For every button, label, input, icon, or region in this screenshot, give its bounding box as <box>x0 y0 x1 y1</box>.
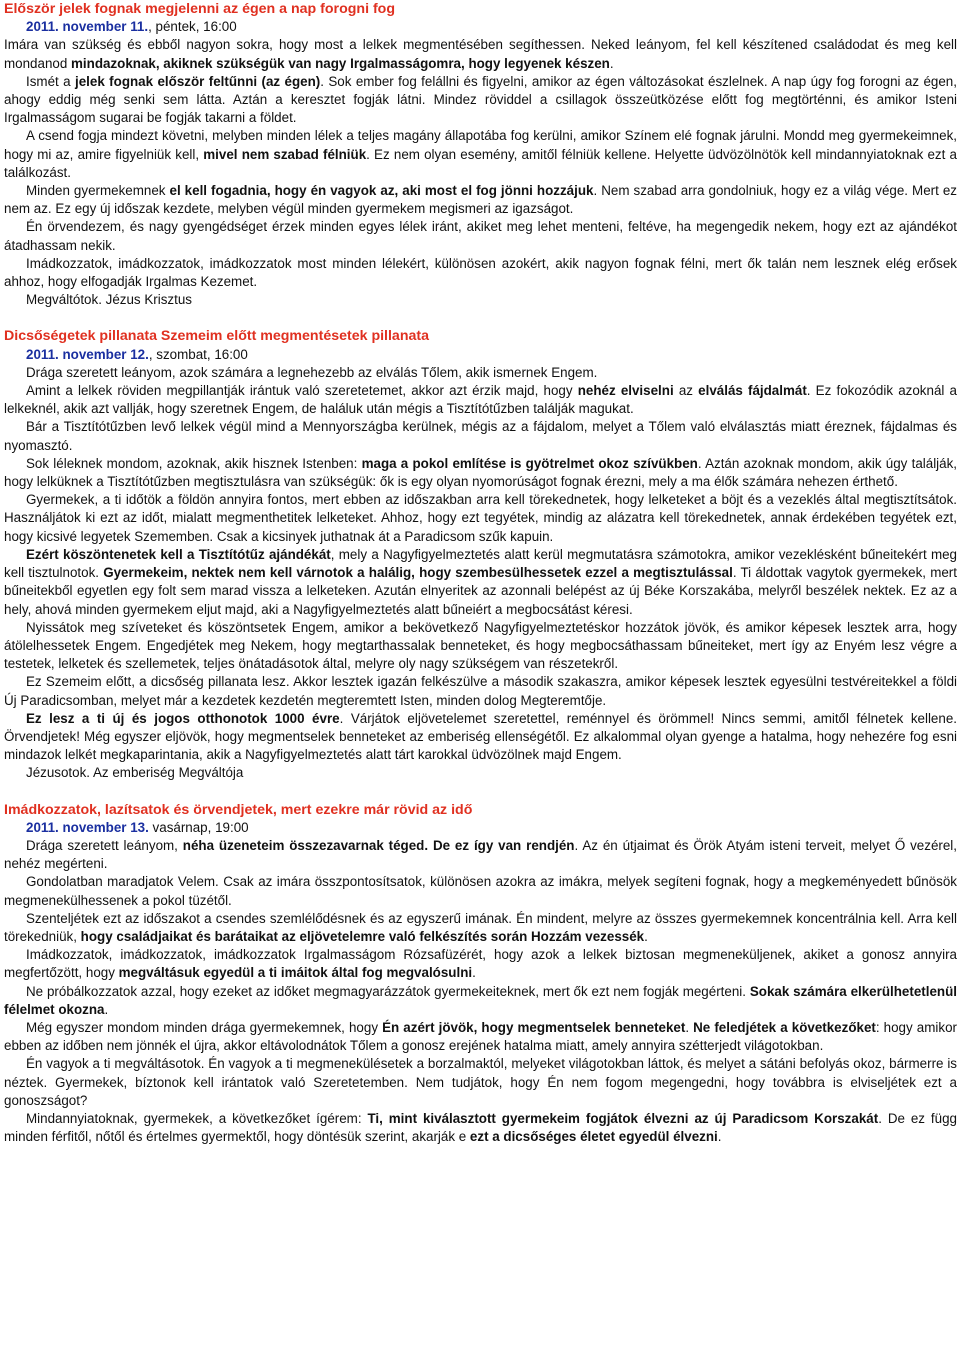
text-run: . Az én útjaimat és Örök Atyám isteni terveit, melyet Ő vezérel, nehéz megérteni. <box>4 837 957 872</box>
message-date-weekday-time: , szombat, 16:00 <box>148 346 248 362</box>
message-title: Dicsőségetek pillanata Szemeim előtt megmentésetek pillanata <box>4 328 429 345</box>
text-run: Imádkozzatok, imádkozzatok, imádkozzatok most minden lélekért, különösen azokért, akik nagyon fognak félni, mert ők talán nem lesznek elég erősek ahhoz, hogy elfogadják Irgalmas Kezemet. <box>4 255 957 290</box>
text-run: Drága szeretett leányom, azok számára a legnehezebb az elválás Tőlem, akik ismernek Engem. <box>26 364 598 380</box>
message-paragraph <box>4 255 957 291</box>
message-paragraph <box>4 673 957 709</box>
message-paragraph <box>4 1110 957 1146</box>
message-paragraph <box>4 837 957 873</box>
text-run: . Várjátok eljövetelemet szeretettel, reménnyel és örömmel! Nincs semmi, amitől félnetek kellene. Örvendjetek! Még egyszer eljövök, hogy megmentselek benneteket az emberiség ellenségétől. Ez alkalommal olyan gyenge a hatalma, hogy nehezére fog esni mindazok lelkét megkaparintania, akik a Nagyfigyelmeztetés alatt tárt karokkal üdvözölnek majd Engem. <box>4 710 957 763</box>
message-paragraph <box>4 546 957 619</box>
text-run: . Aztán azoknak mondom, akik úgy találják, hogy lelküknek a Tisztítótűzben megtisztulásra van szükségük: ők is egy olyan nyomorúságot fognak érezni, mely a ma élők számára nehezen érthető. <box>4 455 958 490</box>
message-signature: Jézusotok. Az emberiség Megváltója <box>26 765 244 781</box>
text-run: . De ez függ minden férfitől, nőtől és értelmes gyermektől, hogy döntésük szerint, akarják e <box>4 1110 957 1145</box>
message-title: Imádkozzatok, lazítsatok és örvendjetek, mert ezekre már rövid az idő <box>4 801 473 818</box>
bold-text: elválás fájdalmát <box>698 383 807 399</box>
message-paragraph <box>4 983 957 1019</box>
message-signature: Megváltótok. Jézus Krisztus <box>26 292 192 308</box>
message-date-weekday-time: , péntek, 16:00 <box>148 19 237 35</box>
message-paragraph <box>4 455 957 491</box>
text-run: . Ti áldottak vagytok gyermekek, mert bűneitekből egyetlen egy folt sem marad vissza a lelketeken. Azután elnyeritek az azonnali belépést az új Béke Korszakába, melyről beszélek nektek. Ez az a hely, ahová minden gyermekem eljut majd, aki a Nagyfigyelmeztetés alatt bűneiért a megbocsátást kéresi. <box>4 565 957 617</box>
bold-text: hogy családjaikat és barátaikat az eljövetelemre való felkészítés során Hozzám vezessék <box>80 928 645 944</box>
message-paragraph <box>4 910 957 946</box>
text-run: Én örvendezem, és nagy gyengédséget érzek minden egyes lélek iránt, akiket meg lehet menteni, feltéve, ha megengedik nekem, hogy ezt az ajándékot átadhassam nekik. <box>4 219 957 253</box>
text-run: az <box>673 383 699 399</box>
text-run: Drága szeretett leányom, <box>26 837 183 853</box>
bold-text: ezt a dicsőséges életet egyedül élvezni <box>469 1129 718 1145</box>
text-run: . Nem szabad arra gondolniuk, hogy ez a világ vége. Mert ez nem az. Ez egy új időszak kezdete, melyben végül minden gyermekem megismeri az igazságot. <box>4 183 957 217</box>
text-run: Imádkozzatok, imádkozzatok, imádkozzatok Irgalmasságom Rózsafüzérét, hogy azok a lelkek biztosan megmeneküljenek, akiket a gonosz annyira megfertőzött, hogy <box>4 947 957 981</box>
message-paragraph <box>4 182 957 218</box>
text-run: Szenteljétek ezt az időszakot a csendes szemlélődésnek és az egyszerű imának. Én mindent, melyre az összes gyermekemnek koncentrálnia kell. Arra kell törekedniük, <box>4 910 957 944</box>
text-run: Gyermekek, a ti időtök a földön annyira fontos, mert ebben az időszakban arra kell törekednetek, hogy lelketeket a böjt és a vezeklés által megtisztítsátok. Használjátok ki ezt az időt, mialatt megmenthetitek lelketeket. Ahhoz, hogy ezt tegyétek, mindig az alázatra kell törekednetek, annak érdekében tegyétek ezt, hogy kicsivé legyetek Szememben. Csak a kicsinyek juthatnak át a Paradicsom szűk kapuin. <box>4 492 957 544</box>
text-run: Ismét a <box>26 73 75 89</box>
message-section <box>4 327 957 782</box>
message-section <box>4 801 957 1147</box>
text-run: A csend fogja mindezt követni, melyben minden lélek a teljes magány állapotába fog kerülni, amikor Színem elé fognak járulni. Mondd meg gyermekeimnek, hogy mi az, amire figyelniük kell, <box>4 128 957 162</box>
message-paragraph <box>4 710 957 765</box>
text-run: . <box>717 1129 722 1145</box>
text-run: Imára van szükség és ebből nagyon sokra, hogy most a lelkek megmentésében segíthessen. Neked leányom, fel kell készítened családodat és meg kell mondanod <box>4 37 957 71</box>
text-run: . <box>104 1001 109 1017</box>
text-run: . Ez nem olyan esemény, amitől félniük kellene. Helyette üdvözölnötök kell mindannyiatoknak ezt a találkozást. <box>4 146 957 180</box>
text-run: . <box>685 1019 694 1035</box>
bold-text: el kell fogadnia, hogy én vagyok az, aki most el fog jönni hozzájuk <box>169 183 594 199</box>
bold-text: megváltásuk egyedül a ti imáitok által fog megvalósulni <box>118 965 473 981</box>
text-run: Még egyszer mondom minden drága gyermekemnek, hogy <box>26 1019 383 1035</box>
message-date-value: 2011. november 11. <box>26 19 149 35</box>
message-paragraph <box>4 73 957 128</box>
text-run: Bár a Tisztítótűzben levő lelkek végül mind a Mennyországba kerülnek, mégis az a fájdalom, melyet a Tőlem való elválasztás miatt éreznek, fájdalmas és nyomasztó. <box>4 419 957 453</box>
text-run: . Sok ember fog felállni és figyelni, amikor az égen változásokat észlelnek. A nap úgy fog forogni az égen, ahogy eddig még senki sem látta. Aztán a keresztet fogják látni. Mindez röviddel a csillagok összeütközése előtt fog megtörténni, és amikor Isteni Irgalmasságom sugarai be fogják takarni a földet. <box>4 73 957 126</box>
bold-text: Ez lesz a ti új és jogos otthonotok 1000 évre <box>26 710 340 726</box>
text-run: Mindannyiatoknak, gyermekek, a következőket ígérem: <box>26 1110 368 1126</box>
text-run: : hogy amikor ebben az időben nem jönnék el újra, akkor eltávolodnátok Tőlem a gonosz erejének hatalma miatt, amely annyira szétterjedt világotokban. <box>4 1019 957 1054</box>
bold-text: Sokak számára elkerülhetetlenül félelmet okozna <box>4 983 957 1017</box>
bold-text: néha üzeneteim összezavarnak téged. De ez így van rendjén <box>182 837 575 853</box>
message-date <box>4 819 957 837</box>
text-run: Én vagyok a ti megváltásotok. Én vagyok a ti megmenekülésetek a borzalmaktól, melyeket világotokban láttok, és melyet a sátáni befolyás okoz, bármerre is néztek. Gyermekek, bíztonok kell irántatok való Szeretetemben. Nem tudjátok, hogy Én nem fogom megengedni, hogy továbbra is elviseljétek ezt a gonoszságot? <box>4 1056 957 1108</box>
text-run: Nyissátok meg szíveteket és köszöntsetek Engem, amikor a bekövetkező Nagyfigyelmeztetéskor hozzátok jövök, és amikor képesek lesztek arra, hogy átölelhessetek Engem. Engedjétek meg Nekem, hogy megtarthassalak benneteket, és hogy megbocsáthassam bűneiteket, mert így az Enyém lesz végre a testetek, lelketek és szellemetek, teljes önátadásotok által, melyre oly nagy szükségem van részetekről. <box>4 619 957 672</box>
message-paragraph <box>4 218 957 254</box>
document-page <box>4 0 957 1164</box>
message-paragraph <box>4 619 957 674</box>
bold-text: Én azért jövök, hogy megmentselek benneteket <box>382 1019 686 1035</box>
text-run: . <box>472 965 476 981</box>
message-paragraph <box>4 418 957 454</box>
message-paragraph <box>4 491 957 546</box>
message-paragraph <box>4 36 957 72</box>
bold-text: maga a pokol említése is gyötrelmet okoz szívükben <box>361 455 698 471</box>
bold-text: Gyermekeim, nektek nem kell várnotok a halálig, hogy szembesülhessetek ezzel a megtisztulással <box>103 565 733 581</box>
message-section <box>4 0 957 309</box>
text-run: Ez Szemeim előtt, a dicsőség pillanata lesz. Akkor lesztek igazán felkészülve a második szakaszra, amikor képesek lesztek egyesülni testvéreitekkel a földi Új Paradicsomban, melyet már a kezdetek kezdetén megteremtett Isten, minden dolog Megteremtője. <box>4 674 957 708</box>
bold-text: Ti, mint kiválasztott gyermekeim fogjátok élvezni az új Paradicsom Korszakát <box>367 1110 879 1126</box>
message-paragraph <box>4 127 957 182</box>
message-date <box>4 346 957 364</box>
text-run: Gondolatban maradjatok Velem. Csak az imára összpontosítsatok, különösen azokra az imákra, melyek segíteni fognak, hogy a megkeményedett bűnösök megmenekülhessenek a pokol tüzétől. <box>4 874 957 908</box>
message-title: Először jelek fognak megjelenni az égen a nap forogni fog <box>4 1 396 17</box>
text-run: . Ez fokozódik azoknál a lelkeknél, akik azt vallják, hogy szeretnek Engem, de haláluk után mégis a Tisztítótűzben találják magukat. <box>4 383 957 417</box>
bold-text: mivel nem szabad félniük <box>203 146 367 162</box>
message-date-value: 2011. november 12. <box>26 346 149 362</box>
message-paragraph <box>4 1055 957 1110</box>
message-date <box>4 18 957 36</box>
message-paragraph <box>4 946 957 982</box>
text-run: . <box>609 55 614 71</box>
message-paragraph <box>4 1019 957 1055</box>
bold-text: Ne feledjétek a következőket <box>693 1019 876 1035</box>
text-run: . <box>644 928 648 944</box>
message-date-value: 2011. november 13. <box>26 819 149 835</box>
message-paragraph <box>4 873 957 909</box>
text-run: Amint a lelkek röviden megpillantják irántuk való szeretetemet, akkor azt érzik majd, hogy <box>26 383 578 399</box>
bold-text: jelek fognak először feltűnni (az égen) <box>75 73 321 89</box>
bold-text: nehéz elviselni <box>577 383 674 399</box>
text-run: Minden gyermekemnek <box>26 183 170 199</box>
message-paragraph <box>4 382 957 418</box>
text-run: , mely a Nagyfigyelmeztetés alatt kerül megmutatásra számotokra, amikor vezeklésként bűneitekért meg kell tisztulnotok. <box>4 546 958 581</box>
text-run: Ne próbálkozzatok azzal, hogy ezeket az időket megmagyarázzátok gyermekeiteknek, mert ők ezt nem fogják megérteni. <box>26 983 750 999</box>
text-run: Sok léleknek mondom, azoknak, akik hisznek Istenben: <box>26 455 362 471</box>
message-date-weekday-time: vasárnap, 19:00 <box>148 819 249 835</box>
message-paragraph <box>4 364 957 382</box>
bold-text: mindazoknak, akiknek szükségük van nagy Irgalmasságomra, hogy legyenek készen <box>71 55 610 71</box>
bold-text: Ezért köszöntenetek kell a Tisztítótűz ajándékát <box>26 546 331 562</box>
